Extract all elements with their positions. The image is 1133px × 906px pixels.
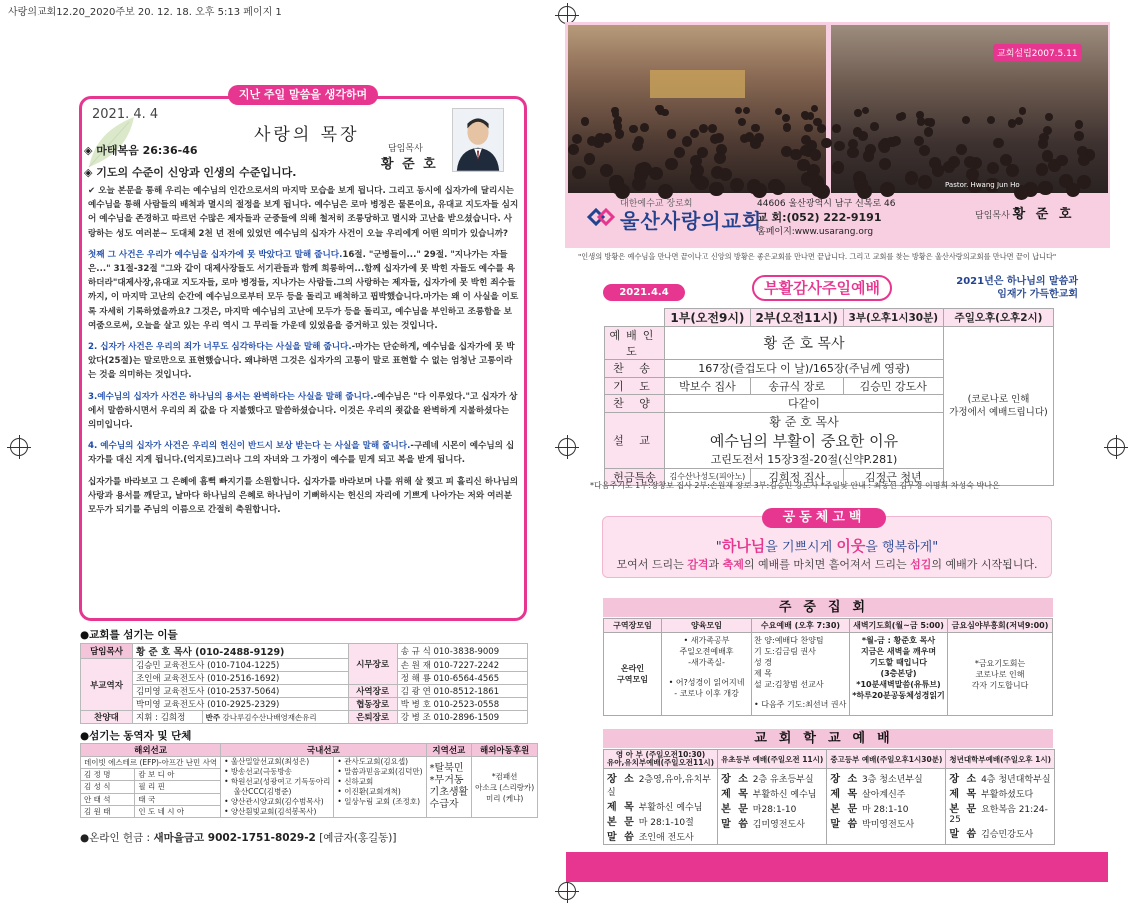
weekly-table: [603, 618, 1053, 716]
worship-label: 헌금특송: [605, 468, 665, 486]
crowd-head: [745, 132, 755, 142]
missionary-country: 필 리 핀: [135, 781, 221, 793]
crowd-head: [1075, 120, 1084, 129]
missions-child: *컴패션 아소크 (스리랑카) 미리 (케냐): [472, 757, 538, 818]
crowd-head: [813, 118, 821, 126]
label: 본 문: [949, 804, 979, 815]
crowd-head: [638, 162, 651, 175]
crowd-head: [1056, 155, 1068, 167]
crowd-head: [948, 156, 960, 168]
church-logo-icon: [586, 206, 616, 228]
text: ": [715, 540, 722, 555]
missions-domestic: • 관사도교회(김요셉) • 말씀과믿음교회(김덕만) • 신하교회 • 이진환(교회개척) • 일상누림 교회 (조정호): [334, 757, 426, 818]
worship-hymn: 167장(즐겁도다 이 날)/165장(주님께 영광): [665, 360, 944, 378]
label: 장 소: [721, 774, 750, 785]
education-cell: [604, 769, 718, 845]
weekly-cell: *월-금 : 황준호 목사 지금은 새벽을 깨우며 기도할 때입니다 (3층본당) *10분새벽말씀(유튜브) *하루20분공동체성경읽기: [850, 633, 948, 716]
sermon-point-text: 16절. "군병들이..." 29절. "지나가는 자들은..." 31절-32절 "그와 같이 대제사장들도 서기관들과 함께 희롱하여...함께 십자가에 못 박힌 자들도 예수를 욕하더라"대제사장,유대교 지도자들, 로마 병정들, 지나가는 사람들.그의 사랑하는 제자들, 십자가에 못 박힌 죄수들까지, 이 마지막 고난의 순간에 예수님으로부터 모두 등을 돌리고 배척하고 핍박했습니다.마가는 왜 이 사실을 이토록 자세히 기록하였을까요? 그것은, 마지막 예수님의 고난에 모두가 등을 돌리고, 예수님을 부인하고 조롱함을 보여줌으로써, 오늘을 살고 있는 우리 역시 그 무리들 가운데 있었음을 증거하고 있는 것입니다.: [88, 249, 519, 331]
crowd-head: [987, 162, 1000, 175]
crowd-head: [609, 175, 623, 189]
worship-title: 부활감사주일예배: [752, 275, 892, 301]
worship-offering: 김수산나성도(피아노): [665, 468, 751, 486]
staff-label: 협동장로: [348, 698, 397, 711]
crowd-head: [1045, 113, 1053, 121]
education-cell: [718, 769, 827, 845]
worship-prayer: 김승민 강도사: [843, 377, 943, 395]
value: 마 28:1-10절: [638, 818, 694, 828]
crowd-head: [1074, 131, 1084, 141]
sermon-point: 4. 예수님의 십자가 사건은 우리의 헌신이 반드시 보상 받는다 는 사실을 말해 줍니다.: [88, 441, 411, 452]
church-address: 44606 울산광역시 남구 신복로 46: [757, 199, 896, 209]
weekly-header: 새벽기도회(월~금 5:00): [850, 619, 948, 633]
year-motto: [898, 275, 1078, 301]
crowd-head: [783, 123, 792, 132]
weekly-title: 주중집회: [603, 598, 1053, 617]
highlight: 섬김: [910, 558, 932, 571]
crowd-head: [730, 178, 744, 192]
value: 요한복음 21:24-25: [949, 805, 1048, 825]
worship-afternoon: (코로나로 인해 가정에서 예배드립니다): [944, 327, 1054, 486]
staff-coop: 박 병 호 010-2523-0558: [397, 698, 527, 711]
sermon-scripture: 고린도전서 15장3절-20절(신약P.281): [710, 453, 898, 466]
crowd-head: [781, 146, 792, 157]
church-contact: [757, 197, 895, 239]
staff-accompanist: [202, 711, 348, 724]
worship-order-table: [604, 308, 1054, 486]
education-header: 중고등부 예배(주일오후1시30분): [827, 750, 946, 769]
weekly-cell: 찬 양:예배다 찬양팀 기 도:김금림 권사 성 경 제 목 설 교:김창범 선교사 • 다음주 기도:최선녀 권사: [752, 633, 850, 716]
crowd-head: [834, 141, 845, 152]
text: 의 예배가 시작됩니다.: [931, 558, 1038, 571]
church-homepage[interactable]: 홈페이지:www.usarang.org: [757, 227, 874, 237]
crowd-head: [1038, 181, 1053, 196]
crowd-head: [572, 166, 585, 179]
crowd-head: [751, 124, 760, 133]
crowd-head: [581, 117, 589, 125]
value: 살아계신주: [862, 790, 906, 800]
crowd-head: [714, 133, 724, 143]
print-info: 사랑의교회12.20_2020주보 20. 12. 18. 오후 5:13 페이지 1: [8, 7, 282, 18]
crowd-head: [993, 138, 1003, 148]
worship-label: 예배인도: [605, 327, 665, 360]
registration-mark-icon: [10, 438, 28, 456]
missions-col-head: 지역선교: [426, 744, 472, 757]
crowd-head: [802, 112, 810, 120]
sermon-point: 첫째 그 사건은 우리가 예수님을 십자가에 못 박았다고 말해 줍니다.: [88, 249, 343, 260]
crowd-head: [862, 107, 869, 114]
sermon-paragraph: ✔ 오늘 본문을 통해 우리는 예수님의 인간으로서의 마지막 모습을 보게 됩니다. 그리고 동시에 십자가에 달리시는 예수님을 통해 사람들의 배척과 멸시의 절정을 보게 됩니다. 예수님은 로마 병정은 물론이요, 유대교 지도자들 심지어 예수님을 존경하고 따르던 수많은 제자들과 군중들에 의해 철저히 조롱당하고 멸시와 고난을 받으셨습니다. 사랑하는 성도 여러분~ 도대체 2천 년 전에 있었던 예수님의 십자가 사건이 오늘 우리에게 어떤 의미가 있습니까?: [88, 186, 519, 239]
value: 김승민강도사: [981, 830, 1034, 840]
bottom-band: [566, 852, 1108, 882]
missions-overseas-head: 데이빗 에스테르 (EFP)-아프간 난민 사역: [81, 757, 221, 769]
crowd-head: [708, 124, 717, 133]
registration-mark-icon: [558, 438, 576, 456]
pastor-photo: [452, 108, 504, 172]
crowd-head: [1036, 163, 1049, 176]
label: 장 소: [607, 774, 636, 785]
highlight: 하나님: [721, 537, 766, 555]
label: 장 소: [949, 774, 979, 785]
staff-accompanist-names: 강나루김수산나배영재손유리: [222, 712, 317, 722]
church-name: 울산사랑의교회: [620, 209, 763, 233]
staff-elder: 손 원 재 010-7227-2242: [397, 659, 527, 672]
confession-line-2: [602, 556, 1052, 572]
crowd-head: [640, 123, 649, 132]
staff-label: 시무장로: [348, 644, 397, 685]
crowd-head: [917, 117, 925, 125]
missions-col-head: 해외선교: [81, 744, 221, 757]
crowd-head: [568, 144, 579, 155]
confession-title: 공동체고백: [762, 508, 886, 528]
church-phone: 교 회:(052) 222-9191: [757, 211, 882, 224]
confession-line-1: [602, 535, 1052, 556]
sermon-paragraph: [88, 439, 520, 467]
crowd-head: [1019, 107, 1026, 114]
year-motto-line: 임재가 가득한교회: [997, 289, 1078, 300]
worship-leader: 황 준 호 목사: [665, 327, 944, 360]
year-motto-line: 2021년은 하나님의 말씀과: [956, 276, 1078, 287]
sermon-point: 2. 십자가 사건은 우리의 죄가 너무도 심각하다는 사실을 말해 줍니다.: [88, 342, 352, 353]
value: 2층 유초등부실: [752, 775, 814, 785]
missions-col-head: 해외아동후원: [472, 744, 538, 757]
crowd-head: [870, 122, 879, 131]
crowd-head: [1039, 133, 1049, 143]
highlight: 감격: [687, 558, 709, 571]
crowd-head: [775, 108, 782, 115]
education-title: 교회학교예배: [603, 729, 1053, 748]
weekly-cell: 온라인 구역모임: [604, 633, 662, 716]
missionary-name: 안 태 석: [81, 793, 135, 805]
missions-col-head: 국내선교: [221, 744, 426, 757]
crowd-head: [738, 118, 746, 126]
crowd-head: [735, 107, 742, 114]
text: 을 행복하게": [865, 540, 939, 555]
education-header: 영 아 부 (주일오전10:30) 유아,유치부예배(주일오전11시): [604, 750, 718, 769]
staff-label: 담임목사: [81, 644, 133, 659]
crowd-head: [699, 124, 708, 133]
crowd-head: [879, 158, 891, 170]
pastor-name: 황 준 호: [1012, 207, 1075, 222]
education-table: [603, 749, 1055, 845]
label: 본 문: [721, 804, 750, 815]
worship-offering: 김희정 집사: [750, 468, 843, 486]
sermon-paragraph: 십자가를 바라보고 그 은혜에 흠뻑 빠지기를 소원합니다. 십자가를 바라보며 나를 위해 살 찢고 피 흘리신 하나님의 사랑과 용서를 깨닫고, 날마다 하나님의 은혜로 하나님이 기뻐하시는 헌신의 자리에 기쁘게 나아가는 저와 여러분 모두가 되기를 주님의 이름으로 간절히 축원합니다.: [88, 476, 519, 516]
label: 말 씀: [721, 819, 750, 830]
crowd-head: [962, 116, 970, 124]
highlight: 이웃: [836, 537, 866, 555]
staff-heading: ●교회를 섬기는 이들: [80, 629, 178, 641]
weekly-header: 구역장모임: [604, 619, 662, 633]
missions-heading: ●섬기는 동역자 및 단체: [80, 730, 192, 742]
sermon-verse: ◈ 마태복음 26:36-46: [84, 144, 198, 157]
worship-choir: 다같이: [665, 395, 944, 413]
sermon-pastor-role: 담임목사: [388, 144, 423, 154]
value: 부활하셨도다: [981, 790, 1034, 800]
crowd-head: [657, 105, 664, 112]
crowd-head: [690, 129, 699, 138]
label: 제 목: [721, 789, 750, 800]
text: 을 기쁘시게: [765, 540, 837, 555]
denomination: 대한예수교 장로회: [620, 199, 693, 209]
staff-label: 반주: [205, 712, 221, 722]
highlight: 축제: [722, 558, 744, 571]
value: 조인애 전도사: [638, 833, 694, 843]
label: 말 씀: [949, 829, 979, 840]
sermon-date: 2021. 4. 4: [92, 107, 159, 122]
sermon-body: [88, 184, 520, 524]
education-cell: [827, 769, 946, 845]
crowd-head: [634, 136, 644, 146]
worship-prayer: 박보수 집사: [665, 377, 751, 395]
crowd-head: [811, 105, 818, 112]
crowd-head: [632, 177, 646, 191]
crowd-head: [918, 175, 932, 189]
crowd-head: [665, 158, 677, 170]
missionary-name: 김 정 명: [81, 769, 135, 781]
crowd-head: [832, 161, 845, 174]
crowd-head: [667, 129, 676, 138]
missions-local: *탈북민 *무거동 기초생활 수급자: [426, 757, 472, 818]
staff-elder: 정 해 룡 010-6564-4565: [397, 672, 527, 685]
crowd-head: [743, 107, 750, 114]
education-header: 유초등부 예배(주일오전 11시): [718, 750, 827, 769]
online-offering: [80, 830, 396, 845]
missionary-name: 김 원 태: [81, 805, 135, 817]
label: 장 소: [830, 774, 860, 785]
church-pastor: [975, 203, 1074, 222]
weekly-cell: *금요기도회는 코로나로 인해 각자 기도합니다: [948, 633, 1053, 716]
label: 제 목: [830, 789, 860, 800]
staff-label: 사역장로: [348, 685, 397, 698]
church-motto: "인생의 방황은 예수님을 만나면 끝이나고 신앙의 방황은 좋은교회를 만나면 끝납니다. 그리고 교회를 찾는 방황은 울산사랑의교회를 만나면 끝이 납니다": [578, 252, 1057, 261]
sermon-point-text: -예수님은 "다 이루었다."고 십자가 상에서 말씀하시면서 우리의 죄 값을 다 지불했다고 말씀하셨습니다. 이것은 우리의 죗값을 완벽하게 지불하셨다는 의미입니다.: [88, 391, 518, 431]
worship-sermon: [665, 412, 944, 468]
crowd-head: [595, 133, 605, 143]
crowd-head: [1006, 164, 1019, 177]
worship-note: *다음주기도 1부:장창보 집사 2부:손원재 장로 3부:김승민 강도사 *주일낮 안내 : 최동선 김무경 이명희 차성숙 박나은: [590, 481, 1000, 490]
education-header: 청년대학부예배(주일오후 1시): [946, 750, 1055, 769]
crowd-head: [1000, 154, 1012, 166]
label: 말 씀: [830, 819, 860, 830]
crowd-head: [804, 124, 813, 133]
crowd-head: [1077, 175, 1091, 189]
crowd-head: [629, 125, 638, 134]
crowd-head: [847, 147, 858, 158]
label: 본 문: [830, 804, 860, 815]
value: 박미영전도사: [862, 820, 915, 830]
sermon-title: 사랑의 목장: [254, 125, 360, 145]
label: 제 목: [607, 802, 636, 813]
sermon-paragraph: [88, 248, 520, 333]
missionary-name: 김 성 식: [81, 781, 135, 793]
value: 2층영,유아,유치부실: [607, 775, 711, 798]
offering-label: ●온라인 헌금 :: [80, 832, 151, 844]
missions-domestic: • 울산밀알선교회(최성은) • 방송선교(극동방송 • 학원선교(성광여고 기독동아리 울산CCC(김병준) • 양산관시양교회(김수범목사) • 양산흰빛교회(김석봉목사): [221, 757, 334, 818]
weekly-header: 금요심야부흥회(저녁9:00): [948, 619, 1053, 633]
crowd-head: [956, 144, 967, 155]
crowd-head: [782, 114, 790, 122]
crowd-head: [863, 150, 875, 162]
staff-choir: 지휘 : 김희정: [133, 711, 203, 724]
crowd-head: [768, 179, 782, 193]
sermon-paragraph: [88, 390, 520, 433]
staff-pastor: 황 준 호 목사 (010-2488-9129): [133, 644, 349, 659]
worship-label: 찬 양: [605, 395, 665, 413]
crowd-head: [797, 159, 809, 171]
staff-assoc: 박미영 교육전도사 (010-2925-2329): [133, 698, 349, 711]
sermon-pastor: 황 준 호: [381, 157, 438, 172]
value: 3층 청소년부실: [862, 775, 923, 785]
sermon-theme: ◈ 기도의 수준이 신앙과 인생의 수준입니다.: [84, 166, 297, 179]
sermon-title-text: 예수님의 부활이 중요한 이유: [709, 432, 899, 450]
registration-mark-icon: [1107, 438, 1125, 456]
staff-label: 찬양대: [81, 711, 133, 724]
crowd-head: [880, 182, 895, 197]
label: 제 목: [949, 789, 979, 800]
crowd-head: [1059, 174, 1073, 188]
offering-account: 새마을금고 9002-1751-8029-2: [153, 832, 316, 844]
worship-header: 주일오후(오후2시): [944, 309, 1054, 327]
sermon-preacher: 황 준 호 목사: [769, 415, 839, 429]
crowd-head: [927, 118, 935, 126]
value: 4층 청년대학부실: [981, 775, 1051, 785]
sermon-tab: 지난 주일 말씀을 생각하며: [228, 85, 378, 105]
staff-elder: 송 규 식 010-3838-9009: [397, 644, 527, 659]
sermon-point-text: -마가는 단순하게, 예수님을 십자가에 못 박았다(25절)는 말로만으로 표현했습니다. 왜냐하면 그것은 십자가의 고통이 말로 표현할 수 없는 엄청난 고통이라는 것을 의미하는 것입니다.: [88, 342, 515, 381]
missionary-country: 인 도 네 시 아: [135, 805, 221, 817]
worship-offering: 김정근 청년: [843, 468, 943, 486]
weekly-header: 수요예배 (오후 7:30): [752, 619, 850, 633]
weekly-cell: • 새가족공부 주일오전예배후 -새가족실- • 어?성경이 읽어지네 - 코로나 이후 개강: [662, 633, 752, 716]
crowd-head: [853, 127, 862, 136]
staff-emeritus: 강 병 조 010-2896-1509: [397, 711, 527, 724]
staff-table: [80, 643, 528, 724]
sermon-point: 3.예수님의 십자가 사건은 하나님의 용서는 완벽하다는 사실을 말해 줍니다.: [88, 391, 374, 402]
crowd-head: [1015, 117, 1023, 125]
staff-label: 은퇴장로: [348, 711, 397, 724]
offering-holder: [예금자(홍길동)]: [319, 832, 397, 844]
staff-assoc: 조인애 교육전도사 (010-2516-1692): [133, 672, 349, 685]
crowd-head: [1078, 154, 1090, 166]
sermon-paragraph: [88, 340, 520, 383]
missions-table: [80, 743, 538, 818]
crowd-head: [810, 149, 821, 160]
worship-label: 찬 송: [605, 360, 665, 378]
value: 마 28:1-10: [862, 805, 909, 815]
worship-date: 2021.4.4: [603, 284, 685, 301]
worship-header: 1부(오전9시): [665, 309, 751, 327]
crowd-head: [919, 145, 930, 156]
crowd-head: [924, 127, 933, 136]
crowd-head: [709, 182, 724, 197]
label: 본 문: [607, 817, 636, 828]
text: 의 예배를 마치면 흩어져서 드리는: [743, 558, 911, 571]
education-cell: [946, 769, 1055, 845]
crowd-head: [905, 171, 919, 185]
pastor-role: 담임목사: [975, 211, 1010, 221]
registration-mark-icon: [558, 882, 576, 900]
established-badge: 교회설립2007.5.11: [993, 44, 1082, 61]
weekly-header: 양육모임: [662, 619, 752, 633]
missionary-country: 태 국: [135, 793, 221, 805]
crowd-head: [891, 136, 901, 146]
crowd-head: [572, 134, 582, 144]
crowd-head: [615, 129, 624, 138]
worship-label: 설 교: [605, 412, 665, 468]
missionary-country: 캄 보 디 아: [135, 769, 221, 781]
text: 모여서 드리는: [616, 558, 688, 571]
staff-assoc: 김미영 교육전도사 (010-2537-5064): [133, 685, 349, 698]
crowd-head: [854, 109, 861, 116]
worship-header: 3부(오후1시30분): [843, 309, 943, 327]
crowd-head: [714, 152, 726, 164]
staff-retired: 김 광 연 010-8512-1861: [397, 685, 527, 698]
worship-header: 2부(오전11시): [750, 309, 843, 327]
value: 부활하신 예수님: [638, 803, 703, 813]
value: 김미영전도사: [752, 820, 805, 830]
crowd-head: [821, 138, 831, 148]
empty-cell: [605, 309, 665, 327]
crowd-head: [682, 136, 692, 146]
crowd-head: [1008, 119, 1016, 127]
label: 말 씀: [607, 832, 636, 843]
crowd-head: [987, 116, 995, 124]
worship-label: 기 도: [605, 377, 665, 395]
pastor-english-name: Pastor. Hwang Jun Ho: [945, 181, 1020, 189]
worship-prayer: 송규식 장로: [750, 377, 843, 395]
value: 마28:1-10: [752, 805, 797, 815]
staff-label: 부교역자: [81, 659, 133, 711]
crowd-head: [752, 183, 767, 198]
crowd-head: [584, 153, 596, 165]
text: 과: [708, 558, 723, 571]
crowd-head: [697, 147, 708, 158]
value: 부활하신 예수님: [752, 790, 817, 800]
sermon-point-text: -구레네 시몬이 예수님의 십자가를 대신 지게 됩니다.(억지로)그러나 그의 자녀와 그 가정이 예수를 믿게 되고 복을 받게 됩니다.: [88, 441, 515, 466]
staff-assoc: 김승민 교육전도사 (010-7104-1225): [133, 659, 349, 672]
crowd-head: [674, 147, 685, 158]
crowd-head: [832, 124, 841, 133]
crowd-head: [896, 113, 904, 121]
